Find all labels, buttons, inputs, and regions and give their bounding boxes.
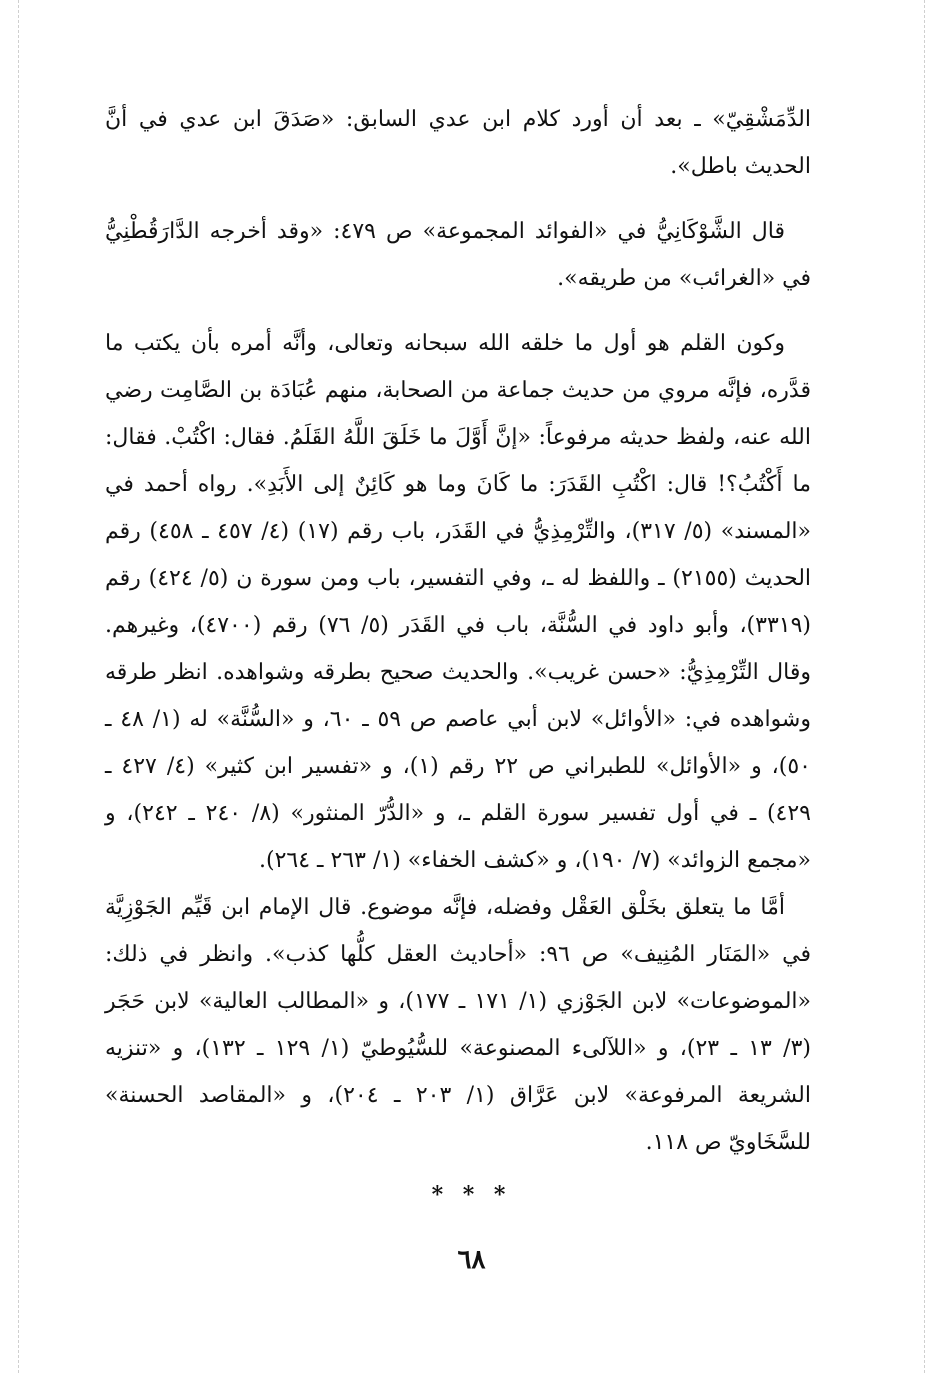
paragraph-1-text: الدِّمَشْقِيّ» ـ بعد أن أورد كلام ابن عدي السابق: «صَدَقَ ابن عدي في أنَّ الحديث باطل». xyxy=(105,107,811,179)
paragraph-4-text: أمَّا ما يتعلق بخَلْق العَقْل وفضله، فإنَّه موضوع. قال الإمام ابن قَيِّم الجَوْزِيَّة في «المَنَار المُنِيف» ص ٩٦: «أحاديث العقل كلُّها كذب». وانظر في ذلك: «الموضوعات» لابن الجَوْزي (١/ ١٧١ ـ ١٧٧)، و «المطالب العالية» لابن حَجَر (٣/ ١٣ ـ ٢٣)، و «اللآلىء المصنوعة» للسُّيُوطيّ (١/ ١٢٩ ـ ١٣٢)، و «تنزيه الشريعة المرفوعة» لابن عَرَّاق (١/ ٢٠٣ ـ ٢٠٤)، و «المقاصد الحسنة» للسَّخَاويّ ص ١١٨. xyxy=(105,895,811,1155)
paragraph-2 xyxy=(105,208,811,302)
paragraph-4 xyxy=(105,884,811,1166)
paragraph-3-text: وكون القلم هو أول ما خلقه الله سبحانه وتعالى، وأنَّه أمره بأن يكتب ما قدَّره، فإنَّه مروي من حديث جماعة من الصحابة، منهم عُبَادَة بن الصَّامِت رضي الله عنه، ولفظ حديثه مرفوعاً: «إنَّ أَوَّلَ ما خَلَقَ اللَّهُ القَلَمُ. فقال: اكْتُبْ. فقال: ما أَكْتُبُ؟! قال: اكْتُبِ القَدَرَ: ما كَانَ وما هو كَائِنٌ إلى الأَبَدِ». رواه أحمد في «المسند» (٥/ ٣١٧)، والتِّرْمِذِيُّ في القَدَر، باب رقم (١٧) (٤/ ٤٥٧ ـ ٤٥٨) رقم الحديث (٢١٥٥) ـ واللفظ له ـ، وفي التفسير، باب ومن سورة ن (٥/ ٤٢٤) رقم (٣٣١٩)، وأبو داود في السُّنَّة، باب في القَدَر (٥/ ٧٦) رقم (٤٧٠٠)، وغيرهم. وقال التِّرْمِذِيُّ: «حسن غريب». والحديث صحيح بطرقه وشواهده. انظر طرقه وشواهده في: «الأوائل» لابن أبي عاصم ص ٥٩ ـ ٦٠، و «السُّنَّة» له (١/ ٤٨ ـ ٥٠)، و «الأوائل» للطبراني ص ٢٢ رقم (١)، و «تفسير ابن كثير» (٤/ ٤٢٧ ـ ٤٢٩) ـ في أول تفسير سورة القلم ـ، و «الدُّرّ المنثور» (٨/ ٢٤٠ ـ ٢٤٢)، و «مجمع الزوائد» (٧/ ١٩٠)، و «كشف الخفاء» (١/ ٢٦٣ ـ ٢٦٤). xyxy=(105,331,812,873)
scan-edge-left xyxy=(18,0,19,1373)
scan-edge-right xyxy=(924,0,925,1373)
paragraph-2-text: قال الشَّوْكَانِيُّ في «الفوائد المجموعة» ص ٤٧٩: «وقد أخرجه الدَّارَقُطْنِيُّ في «الغرائب» من طريقه». xyxy=(105,219,811,291)
section-separator: * * * xyxy=(431,1182,512,1208)
page-number: ٦٨ xyxy=(457,1245,486,1275)
paragraph-3 xyxy=(105,320,811,884)
paragraph-1 xyxy=(105,96,811,190)
